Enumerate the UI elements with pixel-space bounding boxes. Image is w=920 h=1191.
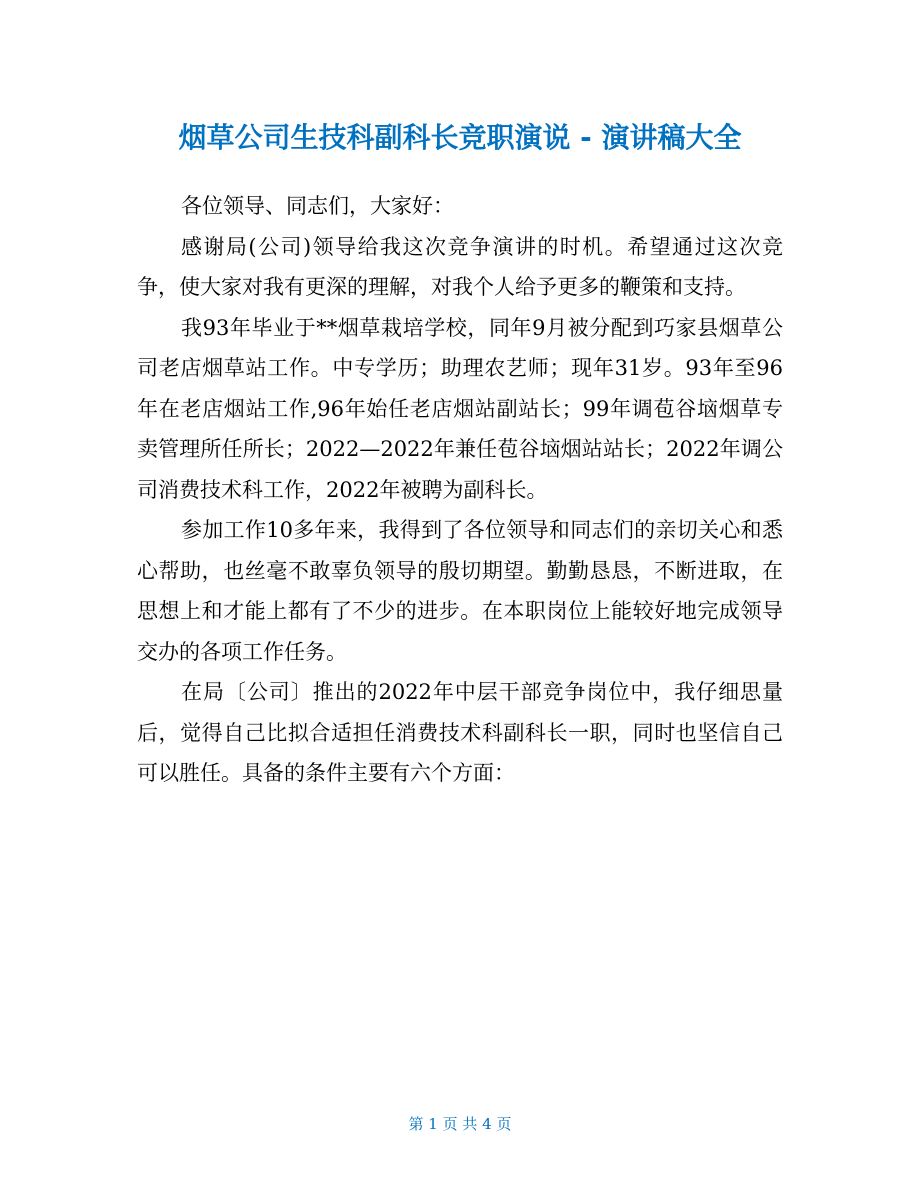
paragraph-thanks: 感谢局(公司)领导给我这次竞争演讲的时机。希望通过这次竞争，使大家对我有更深的理解，对我个人给予更多的鞭策和支持。	[137, 234, 783, 299]
document-body	[137, 186, 783, 794]
paragraph-experience: 参加工作10多年来，我得到了各位领导和同志们的亲切关心和悉心帮助，也丝毫不敢辜负领导的殷切期望。勤勤恳恳，不断进取，在思想上和才能上都有了不少的进步。在本职岗位上能较好地完成领导交办的各项工作任务。	[137, 518, 783, 664]
paragraph-greeting: 各位领导、同志们，大家好：	[181, 194, 454, 218]
page-footer: 第 1 页 共 4 页	[408, 1115, 512, 1133]
paragraph-candidacy: 在局〔公司〕推出的2022年中层干部竞争岗位中，我仔细思量后，觉得自己比拟合适担任消费技术科副科长一职，同时也坚信自己可以胜任。具备的条件主要有六个方面：	[137, 680, 783, 785]
paragraph-background: 我93年毕业于**烟草栽培学校，同年9月被分配到巧家县烟草公司老店烟草站工作。中专学历；助理农艺师；现年31岁。93年至96年在老店烟站工作,96年始任老店烟站副站长；99年调苞谷垴烟草专卖管理所任所长；2022—2022年兼任苞谷垴烟站站长；2022年调公司消费技术科工作，2022年被聘为副科长。	[137, 315, 783, 502]
page-title: 烟草公司生技科副科长竞职演说 - 演讲稿大全	[178, 121, 742, 154]
